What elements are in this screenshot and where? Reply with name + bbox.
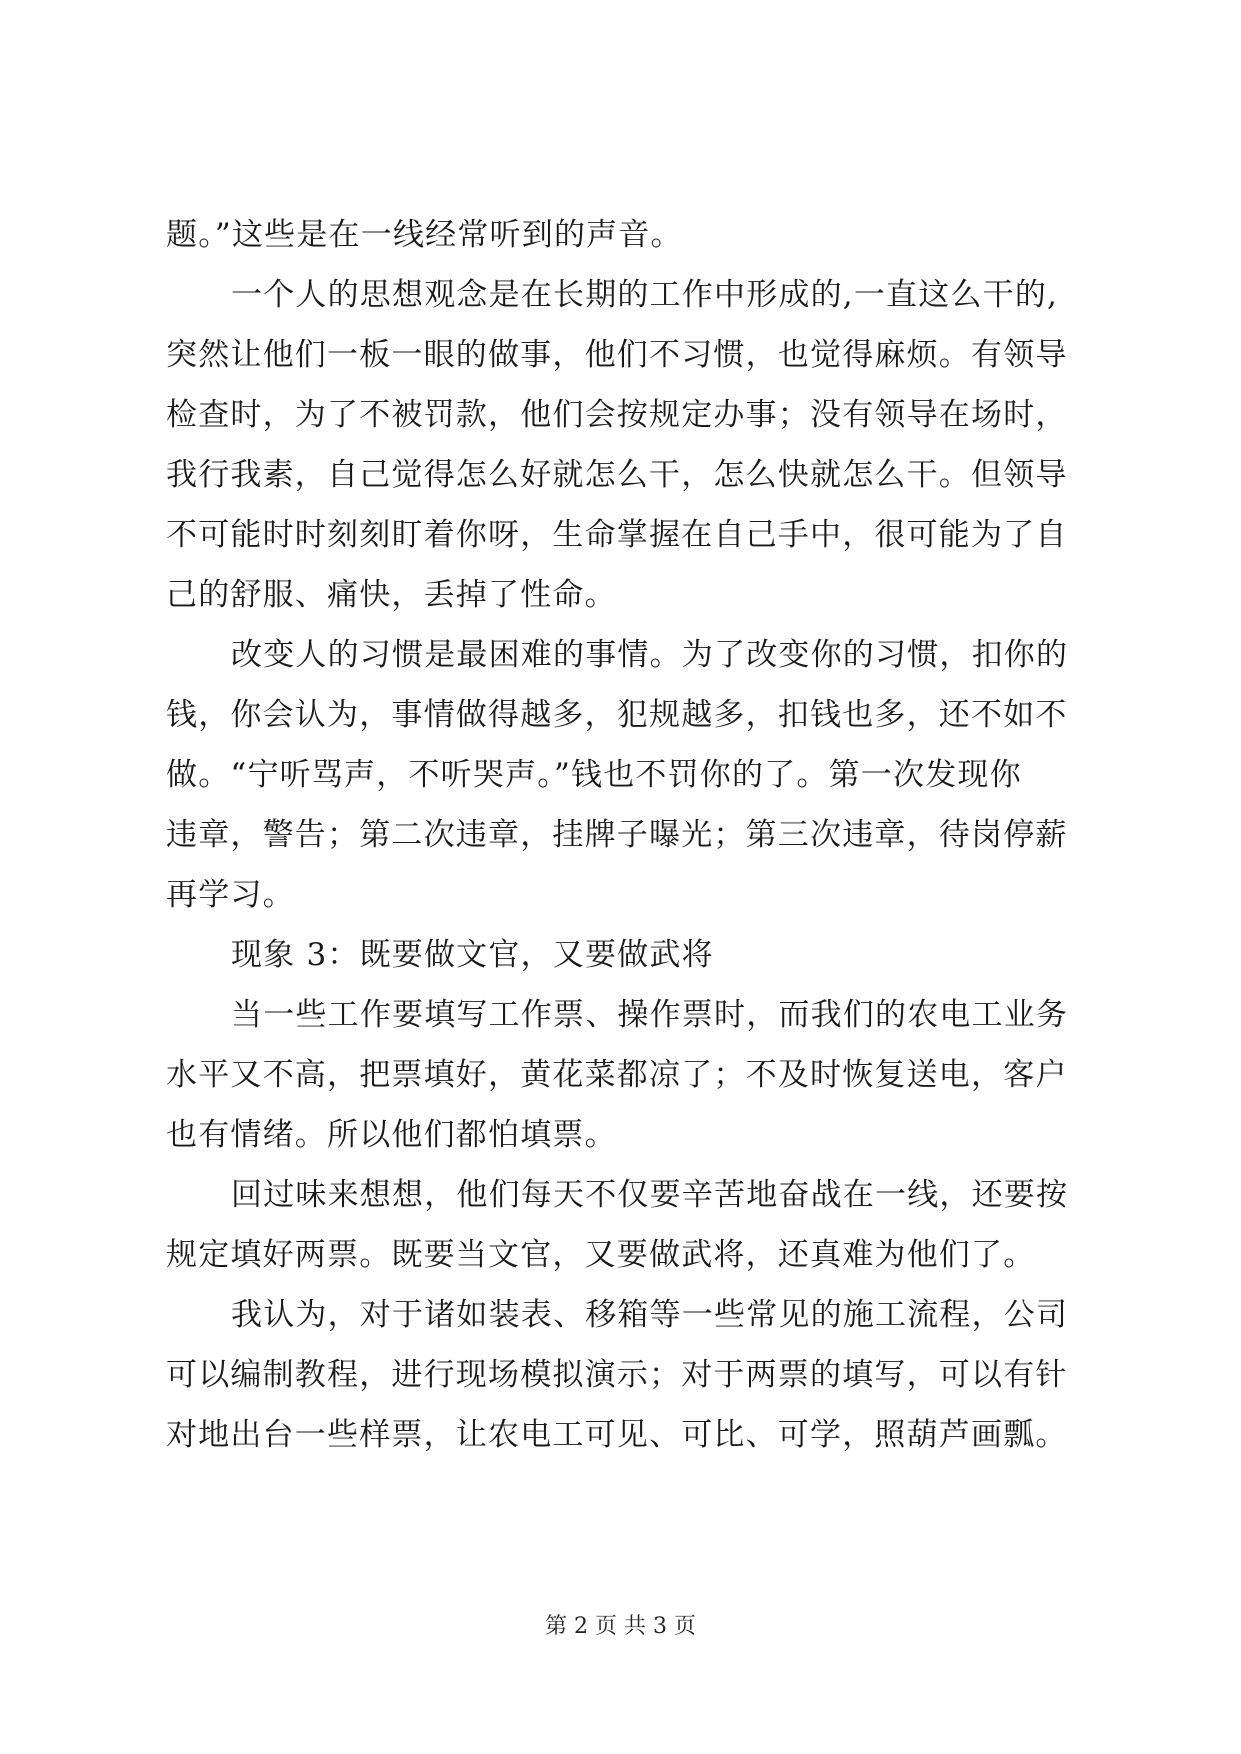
text-line: 当一些工作要填写工作票、操作票时，而我们的农电工业务 [231, 997, 1069, 1033]
text-line: 规定填好两票。既要当文官，又要做武将，还真难为他们了。 [166, 1237, 1036, 1273]
text-line: 我行我素，自己觉得怎么好就怎么干，怎么快就怎么干。但领导 [166, 457, 1068, 493]
text-line: 现象 3：既要做文官，又要做武将 [231, 937, 714, 973]
text-line: 回过味来想想，他们每天不仅要辛苦地奋战在一线，还要按 [231, 1177, 1069, 1213]
text-line: 一个人的思想观念是在长期的工作中形成的,一直这么干的, [231, 277, 1059, 313]
text-line: 突然让他们一板一眼的做事，他们不习惯，也觉得麻烦。有领导 [166, 337, 1068, 373]
page-number: 第 2 页 共 3 页 [545, 1614, 696, 1639]
paragraph-reflection [166, 1165, 1091, 1285]
text-line: 题。”这些是在一线经常听到的声音。 [166, 217, 683, 253]
paragraph-habits [166, 625, 1091, 925]
text-line: 可以编制教程，进行现场模拟演示；对于两票的填写，可以有针 [166, 1357, 1068, 1393]
text-line: 对地出台一些样票，让农电工可见、可比、可学，照葫芦画瓢。 [166, 1417, 1068, 1453]
body-text [166, 205, 1091, 1465]
text-line: 检查时，为了不被罚款，他们会按规定办事；没有领导在场时， [166, 397, 1068, 433]
text-line: 钱，你会认为，事情做得越多，犯规越多，扣钱也多，还不如不 [166, 697, 1068, 733]
paragraph-tickets [166, 985, 1091, 1165]
paragraph-continuation [166, 205, 1091, 265]
text-line: 做。“宁听骂声，不听哭声。”钱也不罚你的了。第一次发现你 [166, 757, 1022, 793]
text-line: 违章，警告；第二次违章，挂牌子曝光；第三次违章，待岗停薪 [166, 817, 1068, 853]
text-line: 不可能时时刻刻盯着你呀，生命掌握在自己手中，很可能为了自 [166, 517, 1068, 553]
paragraph-suggestion [166, 1285, 1091, 1465]
text-line: 再学习。 [166, 877, 295, 913]
text-line: 己的舒服、痛快，丢掉了性命。 [166, 577, 617, 613]
section-heading [166, 925, 1091, 985]
text-line: 改变人的习惯是最困难的事情。为了改变你的习惯，扣你的 [231, 637, 1069, 673]
text-line: 我认为，对于诸如装表、移箱等一些常见的施工流程，公司 [231, 1297, 1069, 1333]
text-line: 也有情绪。所以他们都怕填票。 [166, 1117, 617, 1153]
page-footer [0, 1612, 1241, 1642]
text-line: 水平又不高，把票填好，黄花菜都凉了；不及时恢复送电，客户 [166, 1057, 1068, 1093]
paragraph-mindset [166, 265, 1091, 625]
